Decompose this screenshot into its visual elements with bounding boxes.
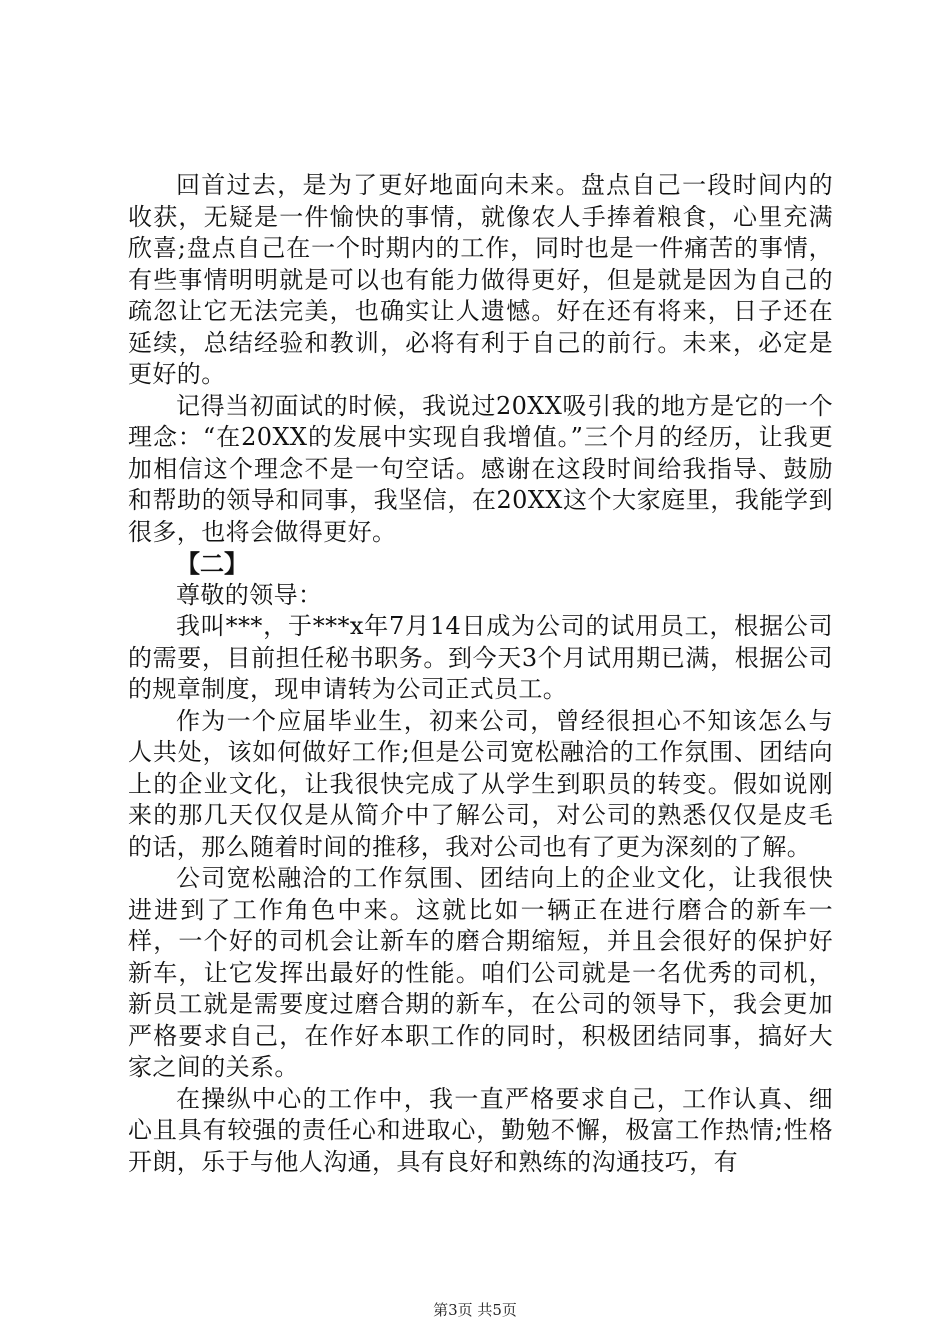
- paragraph-application: 我叫***，于***x年7月14日成为公司的试用员工，根据公司的需要，目前担任秘书职务。到今天3个月试用期已满，根据公司的规章制度，现申请转为公司正式员工。: [128, 612, 833, 703]
- section-heading: 【二】: [176, 549, 248, 578]
- paragraph-interview: 记得当初面试的时候，我说过20XX吸引我的地方是它的一个理念：“在20XX的发展中实现自我增值。”三个月的经历，让我更加相信这个理念不是一句空话。感谢在这段时间给我指导、鼓励和帮助的领导和同事，我坚信，在20XX这个大家庭里，我能学到很多，也将会做得更好。: [128, 391, 833, 546]
- paragraph-reflection: 回首过去，是为了更好地面向未来。盘点自己一段时间内的收获，无疑是一件愉快的事情，就像农人手捧着粮食，心里充满欣喜;盘点自己在一个时期内的工作，同时也是一件痛苦的事情，有些事情明明就是可以也有能力做得更好，但是就是因为自己的疏忽让它无法完美，也确实让人遗憾。好在还有将来，日子还在延续，总结经验和教训，必将有利于自己的前行。未来，必定是更好的。: [128, 171, 833, 388]
- paragraph-work: 在操纵中心的工作中，我一直严格要求自己，工作认真、细心且具有较强的责任心和进取心，勤勉不懈，极富工作热情;性格开朗，乐于与他人沟通，具有良好和熟练的沟通技巧，有: [128, 1084, 833, 1176]
- paragraph-culture: 公司宽松融洽的工作氛围、团结向上的企业文化，让我很快进进到了工作角色中来。这就比如一辆正在进行磨合的新车一样，一个好的司机会让新车的磨合期缩短，并且会很好的保护好新车，让它发挥出最好的性能。咱们公司就是一名优秀的司机，新员工就是需要度过磨合期的新车，在公司的领导下，我会更加严格要求自己，在作好本职工作的同时，积极团结同事，搞好大家之间的关系。: [128, 864, 833, 1081]
- page-number-footer: 第3页 共5页: [433, 1301, 517, 1319]
- paragraph-graduate: 作为一个应届毕业生，初来公司，曾经很担心不知该怎么与人共处，该如何做好工作;但是公司宽松融洽的工作氛围、团结向上的企业文化，让我很快完成了从学生到职员的转变。假如说刚来的那几天仅仅是从简介中了解公司，对公司的熟悉仅仅是皮毛的话，那么随着时间的推移，我对公司也有了更为深刻的了解。: [128, 706, 833, 861]
- document-body: [128, 170, 833, 1178]
- salutation: 尊敬的领导：: [176, 580, 323, 609]
